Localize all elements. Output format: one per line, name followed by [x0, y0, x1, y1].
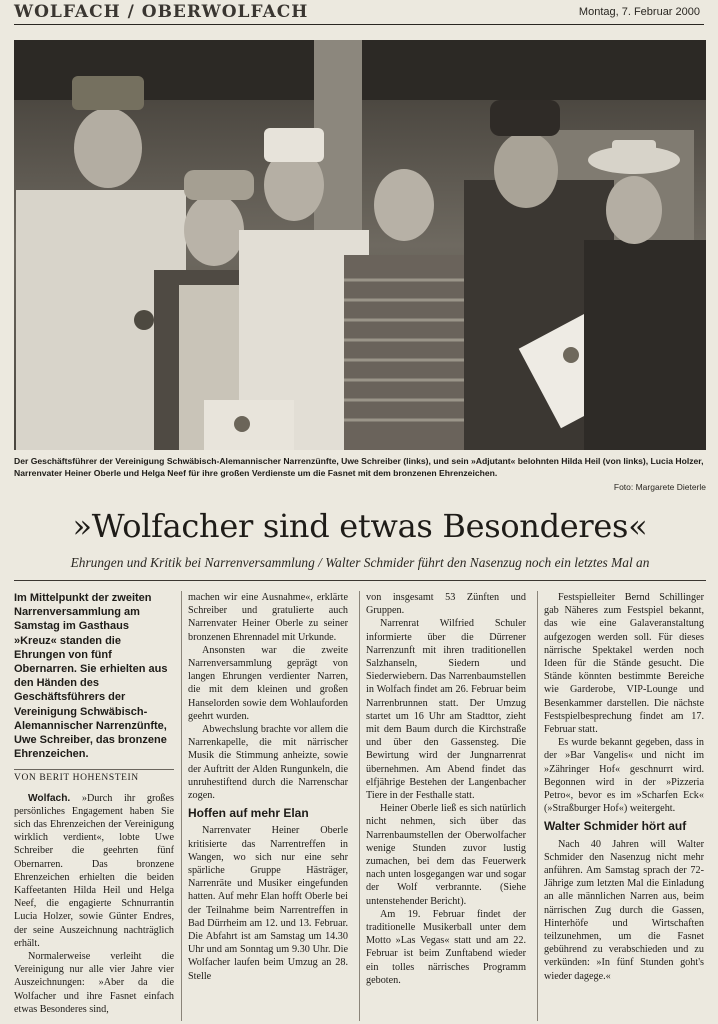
- paragraph: machen wir eine Ausnahme«, erklärte Schreiber und gratulierte auch Narrenvater Heiner Oberle zu seiner bronzenen Ehrennadel mit Urkunde.: [188, 592, 348, 643]
- paragraph: Am 19. Februar findet der traditionelle Musikerball unter dem Motto »Las Vegas« statt und am 22. Februar ist beim Zunftabend wieder ein tolles närrisches Programm geboten.: [366, 908, 526, 986]
- paragraph: Nach 40 Jahren will Walter Schmider den Nasenzug nicht mehr anführen. Am Samstag sprach der 72-Jährige zum letzten Mal die Einladung an alle männlichen Narren aus, beim närrischen Zug durch die Gassen, Hinterhöfe und Wirtschaften teilzunehmen, um die Fasnet gebührend zu verabschieden und zu verkünden: »In fünf Stunden goht's wieder dagege.«: [544, 838, 704, 982]
- byline: VON BERIT HOHENSTEIN: [14, 769, 174, 785]
- masthead: [14, 0, 704, 25]
- paragraph: Abwechslung brachte vor allem die Narrenkapelle, die mit närrischer Musik die Stimmung anheizte, sowie der Auftritt der Alden Rungunkeln, die unruhestiftend durch die Narrenschar zogen.: [188, 724, 348, 802]
- column-divider: [537, 591, 538, 1021]
- paragraph: Ansonsten war die zweite Narrenversammlung geprägt von langen Ehrungen verdienter Narren, die mit dem kleinen und großen Hanselorden sowie dem Wohlauforden geehrt wurden.: [188, 644, 348, 722]
- paragraph: Es wurde bekannt gegeben, dass in der »Bar Vangelis« und nicht im »Zähringer Hof« geschnurrt wird. Begonnen wird in der »Pizzeria Petro«, bevor es im »Scharfen Eck« (»Straßburger Hof«) weitergeht.: [544, 737, 704, 815]
- paragraph: Normalerweise verleiht die Vereinigung nur alle vier Jahre vier Auszeichnungen: »Aber da die Wolfacher und ihre Fasnet einfach etwas Besonderes sind,: [14, 951, 174, 1015]
- article-subhead: Ehrungen und Kritik bei Narrenversammlung / Walter Schmider führt den Nasenzug noch ein letztes Mal an: [70, 555, 650, 570]
- article-lead: Im Mittelpunkt der zweiten Narrenversammlung am Samstag im Gasthaus »Kreuz« standen die Ehrungen von fünf Obernarren. Sie erhielten aus den Händen des Geschäftsführers der Vereinigung Schwäbisch-Alemannischer Narrenzünfte, Uwe Schreiber, das bronzene Ehrenzeichen.: [14, 592, 168, 761]
- paragraph: Narrenrat Wilfried Schuler informierte über die Dürrener Narrenzunft mit ihren traditionellen Salzhanseln, Siedern und Siederwiebern. Das Narrenbaumstellen in Wolfach findet am 26. Februar beim Narrenbrunnen statt. Der Umzug startet um 16 Uhr am Stadttor, zieht mit dem Baum durch die Kirchstraße und über den Gassensteg. Die Bewirtung wird der Jungnarrenrat übernehmen. Am Abend findet das elfjährige Bestehen der Langenbacher Tiere in der Festhalle statt.: [366, 618, 526, 802]
- article-photo: [14, 40, 706, 450]
- column-divider: [359, 591, 360, 1021]
- article-column-2: [188, 591, 348, 983]
- paragraph: Festspielleiter Bernd Schillinger gab Näheres zum Festspiel bekannt, das wie eine Galaveranstaltung aufgezogen werden soll. Für dieses närrische Spektakel werden noch Ideen für die Stände gesucht. Die Stände könnten bestimmte Bereiche wie Garderobe, VIP-Lounge und Besenkammer darstellen. Die nächste Festspielbesprechung findet am 17. Februar statt.: [544, 592, 704, 736]
- photo-caption: Der Geschäftsführer der Vereinigung Schwäbisch-Alemannischer Narrenzünfte, Uwe Schreiber (links), und sein »Adjutant« belohnten Hilda Heil (von links), Lucia Holzer, Narrenvater Heiner Oberle und Helga Neef für ihre großen Verdienste um die Fasnet mit dem bronzenen Ehrenzeichen.: [14, 456, 704, 478]
- paragraph-text: »Durch ihr großes persönliches Engagement haben Sie sich das Ehrenzeichen der Vereinigung wirklich verdient«, lobte Uwe Schreiber die geehrten fünf Obernarren. Das bronzene Ehrenzeichen erhielten die beiden Kaffeetanten Hilda Heil und Helga Neef, die engagierte Schnurrantin Lucia Holzer, sowie Günter Endres, der seine Auszeichnung nachträglich erhält.: [14, 792, 175, 949]
- column-divider: [181, 591, 182, 1021]
- headline-rule: [14, 580, 706, 581]
- article-column-1: [14, 591, 174, 1016]
- paragraph: [14, 792, 174, 950]
- section-title: WOLFACH / OBERWOLFACH: [14, 2, 309, 22]
- subheading: Hoffen auf mehr Elan: [188, 806, 309, 821]
- article-column-3: [366, 591, 526, 987]
- subheading: Walter Schmider hört auf: [544, 819, 687, 834]
- dateline-place: Wolfach.: [28, 792, 71, 804]
- paragraph: Heiner Oberle ließ es sich natürlich nicht nehmen, sich über das Narrenbaumstellen der Oberwolfacher wenige Stunden zuvor lustig zumachen, bei dem das Feuerwerk nach unten losgegangen war und sogar der Wolf verbrannte. (Siehe untenstehender Bericht).: [366, 803, 526, 907]
- paragraph: von insgesamt 53 Zünften und Gruppen.: [366, 592, 526, 617]
- article-column-4: [544, 591, 704, 983]
- issue-date: Montag, 7. Februar 2000: [578, 6, 700, 18]
- article-headline: »Wolfacher sind etwas Besonderes«: [72, 507, 648, 545]
- paragraph: Narrenvater Heiner Oberle kritisierte das Narrentreffen in Wangen, wo sich nur eine sehr spärliche Gruppe Hästräger, Narrenräte und Musiker eingefunden hatten. Auf mehr Elan hofft Oberle bei der Teilnahme beim Narrentreffen in Bad Dürrheim am 12. und 13. Februar. Die Abfahrt ist am Samstag um 14.30 Uhr und am Sonntag um 9.30 Uhr. Die Wolfacher laufen beim Umzug an 28. Stelle: [188, 825, 348, 982]
- photo-credit: Foto: Margarete Dieterle: [613, 482, 706, 492]
